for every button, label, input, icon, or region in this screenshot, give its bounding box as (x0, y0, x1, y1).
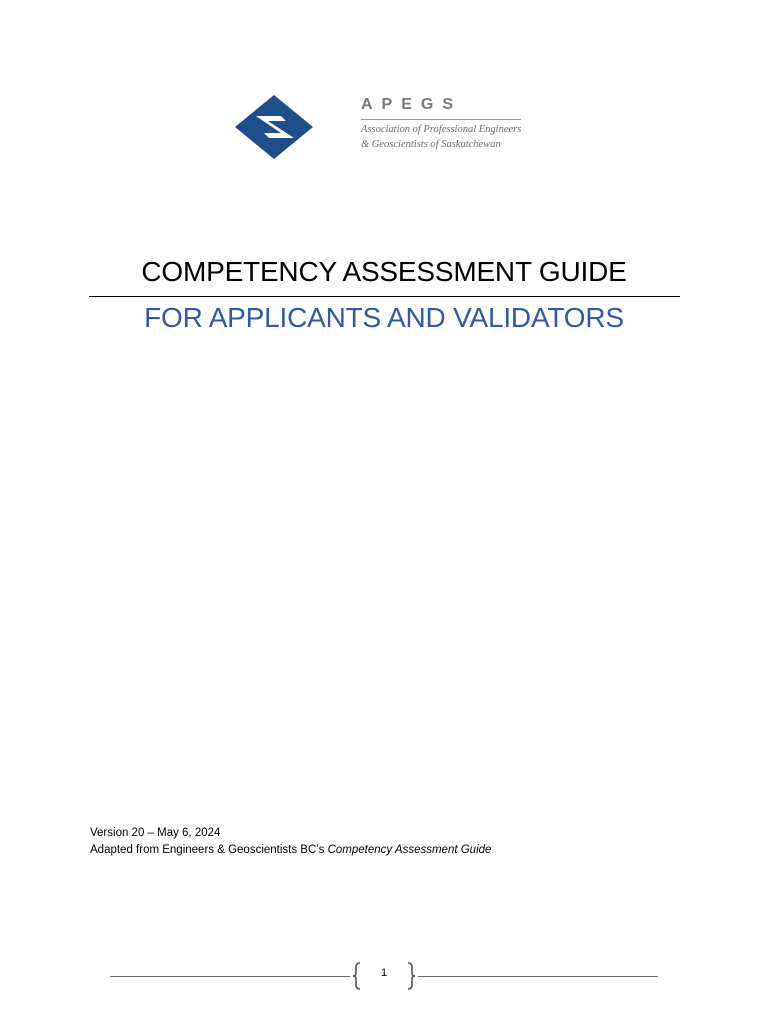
title-divider (89, 296, 680, 297)
page-number: 1 (380, 967, 388, 979)
document-title: COMPETENCY ASSESSMENT GUIDE (141, 256, 627, 287)
document-subtitle: FOR APPLICANTS AND VALIDATORS (144, 302, 624, 333)
logo-divider (361, 119, 521, 120)
apegs-logo (234, 94, 534, 162)
logo-tagline-line-1: Association of Professional Engineers (361, 124, 522, 135)
apegs-diamond-logo-icon (234, 94, 314, 160)
logo-name: APEGS (361, 96, 463, 113)
adapted-prefix: Adapted from Engineers & Geoscientists BC’s (90, 844, 328, 856)
footer-rule-left (110, 976, 350, 977)
right-brace-icon (406, 962, 416, 990)
logo-tagline-line-2: & Geoscientists of Saskatchewan (361, 139, 501, 150)
footer-rule-right (418, 976, 658, 977)
version-line: Version 20 – May 6, 2024 (90, 827, 221, 839)
adapted-from-line (90, 844, 491, 856)
adapted-source-title: Competency Assessment Guide (327, 844, 492, 856)
left-brace-icon (352, 962, 362, 990)
